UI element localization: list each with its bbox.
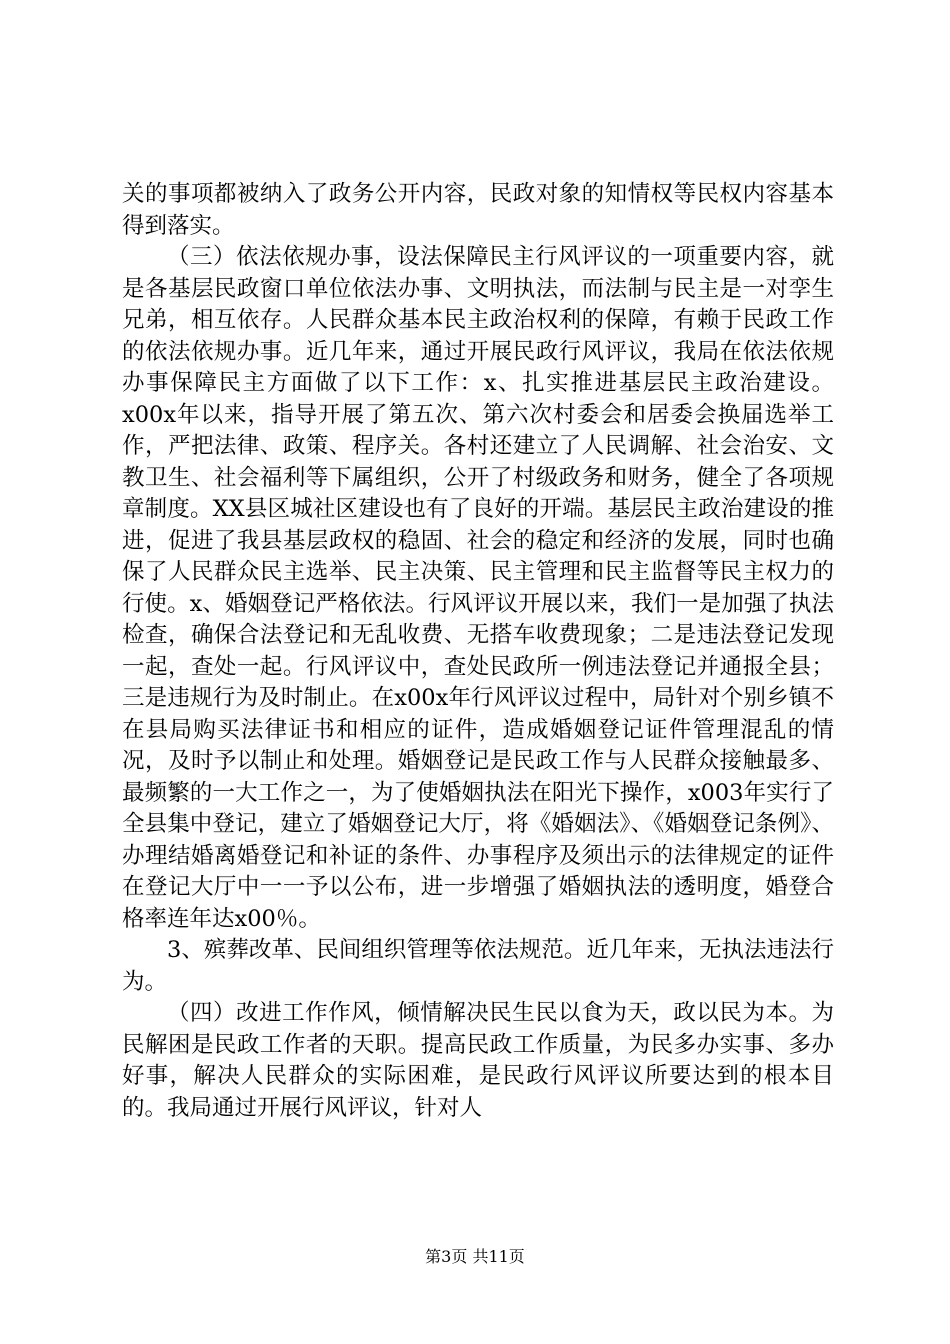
paragraph-item-three: 3、殡葬改革、民间组织管理等依法规范。近几年来，无执法违法行为。 (122, 937, 834, 995)
paragraph-continuation: 关的事项都被纳入了政务公开内容，民政对象的知情权等民权内容基本得到落实。 (122, 181, 834, 239)
paragraph-section-three: （三）依法依规办事，设法保障民主行风评议的一项重要内容，就是各基层民政窗口单位依法办事、文明执法，而法制与民主是一对孪生兄弟，相互依存。人民群众基本民主政治权利的保障，有赖于民政工作的依法依规办事。近几年来，通过开展民政行风评议，我局在依法依规办事保障民主方面做了以下工作：x、扎实推进基层民主政治建设。x00x年以来，指导开展了第五次、第六次村委会和居委会换届选举工作，严把法律、政策、程序关。各村还建立了人民调解、社会治安、文教卫生、社会福利等下属组织，公开了村级政务和财务，健全了各项规章制度。XX县区城社区建设也有了良好的开端。基层民主政治建设的推进，促进了我县基层政权的稳固、社会的稳定和经济的发展，同时也确保了人民群众民主选举、民主决策、民主管理和民主监督等民主权力的行使。x、婚姻登记严格依法。行风评议开展以来，我们一是加强了执法检查，确保合法登记和无乱收费、无搭车收费现象；二是违法登记发现一起，查处一起。行风评议中，查处民政所一例违法登记并通报全县；三是违规行为及时制止。在x00x年行风评议过程中，局针对个别乡镇不在县局购买法律证书和相应的证件，造成婚姻登记证件管理混乱的情况，及时予以制止和处理。婚姻登记是民政工作与人民群众接触最多、最频繁的一大工作之一，为了使婚姻执法在阳光下操作，x003年实行了全县集中登记，建立了婚姻登记大厅，将《婚姻法》、《婚姻登记条例》、办理结婚离婚登记和补证的条件、办事程序及须出示的法律规定的证件在登记大厅中一一予以公布，进一步增强了婚姻执法的透明度，婚登合格率连年达x00％。 (122, 244, 834, 932)
paragraph-section-four: （四）改进工作作风，倾情解决民生民以食为天，政以民为本。为民解困是民政工作者的天职。提高民政工作质量，为民多办实事、多办好事，解决人民群众的实际困难，是民政行风评议所要达到的根本目的。我局通过开展行风评议，针对人 (122, 1000, 834, 1121)
body-text (122, 179, 834, 1124)
page-number: 第3页 共11页 (425, 1247, 525, 1266)
